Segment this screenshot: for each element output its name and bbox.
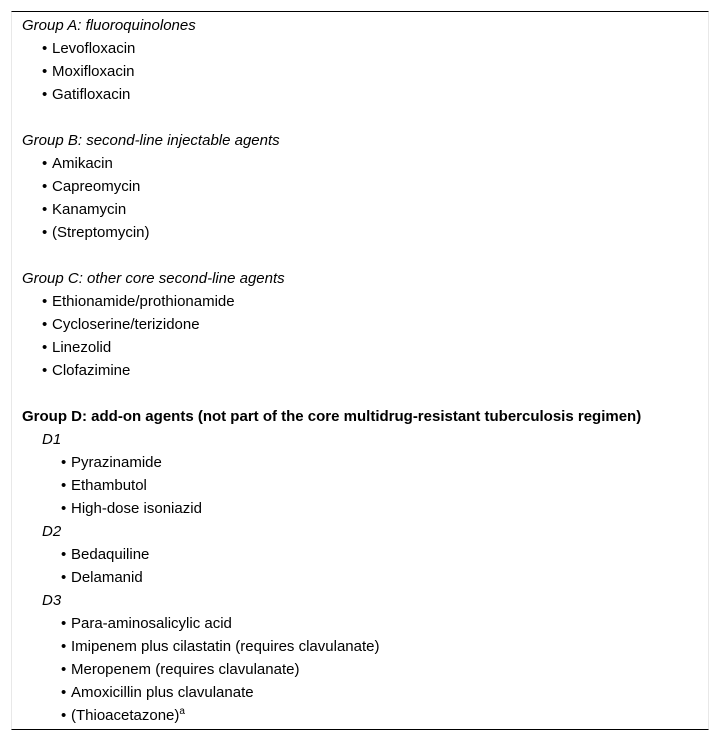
list-item: • High-dose isoniazid xyxy=(22,497,700,520)
bullet-icon: • xyxy=(42,224,48,241)
list-item: • Ethionamide/prothionamide xyxy=(22,290,700,313)
bullet-icon: • xyxy=(42,86,48,103)
bullet-icon: • xyxy=(61,661,67,678)
list-item: • Para-aminosalicylic acid xyxy=(22,612,700,635)
bullet-icon: • xyxy=(61,477,67,494)
bullet-icon: • xyxy=(42,316,48,333)
list-item: • Amoxicillin plus clavulanate xyxy=(22,681,700,704)
list-item: • Moxifloxacin xyxy=(22,60,700,83)
list-item: • Pyrazinamide xyxy=(22,451,700,474)
bullet-icon: • xyxy=(61,615,67,632)
spacer xyxy=(22,244,700,267)
bullet-icon: • xyxy=(42,339,48,356)
subgroup-d3-label: D3 xyxy=(42,592,62,609)
bullet-icon: • xyxy=(61,546,67,563)
footnote-marker: a xyxy=(179,706,185,717)
bullet-icon: • xyxy=(61,454,67,471)
list-item: • Cycloserine/terizidone xyxy=(22,313,700,336)
list-item: • Ethambutol xyxy=(22,474,700,497)
bullet-icon: • xyxy=(42,155,48,172)
spacer xyxy=(22,106,700,129)
list-item: • (Streptomycin) xyxy=(22,221,700,244)
list-item: • Levofloxacin xyxy=(22,37,700,60)
group-c-title: Group C: other core second-line agents xyxy=(22,270,285,287)
group-b-title: Group B: second-line injectable agents xyxy=(22,132,280,149)
drug-groups-table xyxy=(11,11,709,730)
list-item: • Linezolid xyxy=(22,336,700,359)
bullet-icon: • xyxy=(42,178,48,195)
list-item: • Amikacin xyxy=(22,152,700,175)
bullet-icon: • xyxy=(42,63,48,80)
list-item: • Imipenem plus cilastatin (requires clavulanate) xyxy=(22,635,700,658)
list-item: • Capreomycin xyxy=(22,175,700,198)
table-content xyxy=(22,14,700,727)
list-item: • Kanamycin xyxy=(22,198,700,221)
bullet-icon: • xyxy=(61,638,67,655)
list-item: • Gatifloxacin xyxy=(22,83,700,106)
group-a-title: Group A: fluoroquinolones xyxy=(22,17,196,34)
bullet-icon: • xyxy=(61,500,67,517)
bullet-icon: • xyxy=(42,293,48,310)
bullet-icon: • xyxy=(42,362,48,379)
spacer xyxy=(22,382,700,405)
bullet-icon: • xyxy=(42,201,48,218)
bullet-icon: • xyxy=(42,40,48,57)
group-d-title: Group D: add-on agents (not part of the core multidrug-resistant tuberculosis regimen) xyxy=(22,408,642,425)
subgroup-d2-label: D2 xyxy=(42,523,62,540)
subgroup-d1-label: D1 xyxy=(42,431,62,448)
list-item: • (Thioacetazone)$^a$ xyxy=(22,704,700,727)
list-item: • Bedaquiline xyxy=(22,543,700,566)
bullet-icon: • xyxy=(61,707,67,724)
list-item: • Meropenem (requires clavulanate) xyxy=(22,658,700,681)
list-item: • Delamanid xyxy=(22,566,700,589)
bullet-icon: • xyxy=(61,569,67,586)
bullet-icon: • xyxy=(61,684,67,701)
list-item: • Clofazimine xyxy=(22,359,700,382)
